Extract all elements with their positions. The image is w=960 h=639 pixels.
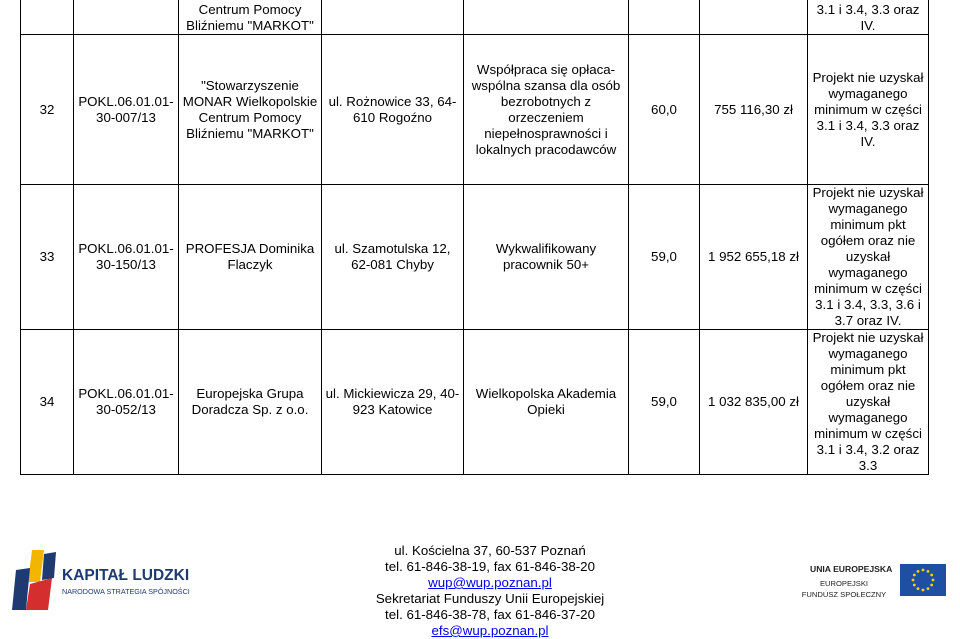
footer-secretariat: Sekretariat Funduszy Unii Europejskiej (375, 591, 605, 606)
cell-score (629, 0, 700, 35)
table-row (21, 35, 929, 185)
eu-star-icon (930, 574, 933, 577)
cell-applicant: "Stowarzyszenie MONAR Wielkopolskie Centrum Pomocy Bliźniemu "MARKOT" (179, 35, 322, 185)
footer-contact (340, 543, 640, 639)
kapital-ludzki-title: KAPITAŁ LUDZKI (62, 567, 190, 584)
table-row-fragment (21, 0, 929, 35)
fragment-text: IV. (860, 18, 876, 33)
fragment-text: 3.1 i 3.4, 3.3 oraz (816, 2, 920, 17)
cell-address: ul. Szamotulska 12, 62-081 Chyby (322, 185, 464, 330)
footer-email-1-link[interactable]: wup@wup.poznan.pl (428, 575, 552, 590)
cell-address: ul. Rożnowice 33, 64-610 Rogoźno (322, 35, 464, 185)
eu-logo-line2: EUROPEJSKI (819, 579, 869, 588)
table-row (21, 185, 929, 330)
kapital-ludzki-subtitle: NARODOWA STRATEGIA SPÓJNOŚCI (62, 587, 190, 596)
cell-title (464, 0, 629, 35)
cell-number (74, 0, 179, 35)
cell-score: 59,0 (629, 185, 700, 330)
fragment-text: Bliźniemu "MARKOT" (186, 18, 314, 33)
cell-amount (700, 0, 808, 35)
cell-lp: 34 (21, 330, 74, 475)
eu-star-icon (912, 579, 915, 582)
eu-star-icon (917, 587, 920, 590)
cell-address (322, 0, 464, 35)
cell-title: Współpraca się opłaca-wspólna szansa dla osób bezrobotnych z orzeczeniem niepełnosprawności i lokalnych pracodawców (464, 35, 629, 185)
kapital-ludzki-logo (10, 548, 200, 612)
eu-star-icon (922, 589, 925, 592)
fragment-text: Centrum Pomocy (198, 2, 302, 17)
eu-star-icon (932, 579, 935, 582)
cell-title: Wykwalifikowany pracownik 50+ (464, 185, 629, 330)
footer-address: ul. Kościelna 37, 60-537 Poznań (394, 543, 586, 558)
cell-number: POKL.06.01.01-30-007/13 (74, 35, 179, 185)
table-row (21, 330, 929, 475)
cell-note: Projekt nie uzyskał wymaganego minimum pkt ogółem oraz nie uzyskał wymaganego minimum w części 3.1 i 3.4, 3.2 oraz 3.3 (808, 330, 929, 475)
cell-lp: 33 (21, 185, 74, 330)
cell-lp: 32 (21, 35, 74, 185)
eu-star-icon (913, 574, 916, 577)
eu-star-icon (917, 570, 920, 573)
cell-number: POKL.06.01.01-30-150/13 (74, 185, 179, 330)
footer-email-2-link[interactable]: efs@wup.poznan.pl (431, 623, 549, 638)
cell-amount: 755 116,30 zł (700, 35, 808, 185)
results-table (20, 0, 929, 475)
footer-phone-2: tel. 61-846-38-78, fax 61-846-37-20 (385, 607, 595, 622)
eu-star-icon (927, 587, 930, 590)
cell-amount: 1 952 655,18 zł (700, 185, 808, 330)
cell-title: Wielkopolska Akademia Opieki (464, 330, 629, 475)
eu-star-icon (927, 570, 930, 573)
cell-note: Projekt nie uzyskał wymaganego minimum w części 3.1 i 3.4, 3.3 oraz IV. (808, 35, 929, 185)
cell-applicant: Europejska Grupa Doradcza Sp. z o.o. (179, 330, 322, 475)
eu-logo-title: UNIA EUROPEJSKA (810, 564, 893, 574)
cell-score: 59,0 (629, 330, 700, 475)
eu-logo (800, 560, 950, 606)
footer-phone-1: tel. 61-846-38-19, fax 61-846-38-20 (385, 559, 595, 574)
cell-lp (21, 0, 74, 35)
cell-score: 60,0 (629, 35, 700, 185)
cell-address: ul. Mickiewicza 29, 40-923 Katowice (322, 330, 464, 475)
cell-note (808, 0, 929, 35)
eu-star-icon (913, 584, 916, 587)
cell-number: POKL.06.01.01-30-052/13 (74, 330, 179, 475)
cell-applicant (179, 0, 322, 35)
eu-flag-icon (900, 564, 946, 596)
eu-logo-line3: FUNDUSZ SPOŁECZNY (801, 590, 887, 599)
eu-star-icon (922, 569, 925, 572)
eu-star-icon (930, 584, 933, 587)
kapital-ludzki-emblem-icon (12, 550, 56, 610)
cell-applicant: PROFESJA Dominika Flaczyk (179, 185, 322, 330)
cell-note: Projekt nie uzyskał wymaganego minimum pkt ogółem oraz nie uzyskał wymaganego minimum w części 3.1 i 3.4, 3.3, 3.6 i 3.7 oraz IV. (808, 185, 929, 330)
cell-amount: 1 032 835,00 zł (700, 330, 808, 475)
